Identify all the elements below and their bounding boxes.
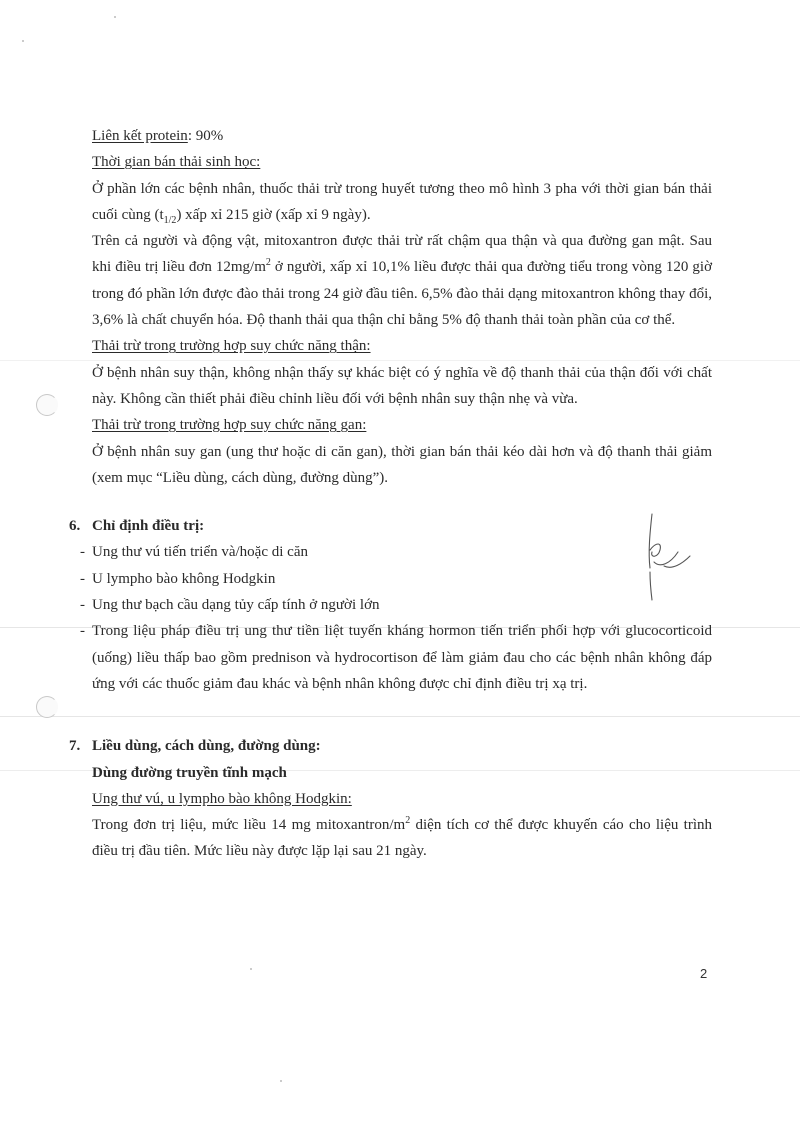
section-6-heading	[69, 513, 712, 539]
bullet-dash: -	[80, 623, 85, 640]
elimination-superscript: 2	[265, 257, 271, 269]
protein-binding	[92, 123, 712, 149]
dosing-text-a: Trong đơn trị liệu, mức liều 14 mg mitoxantron/m	[92, 817, 406, 834]
scan-speck	[114, 16, 116, 18]
bullet-dash: -	[80, 597, 85, 614]
section-spacer	[92, 697, 712, 711]
punch-hole	[36, 394, 58, 416]
indication-item	[80, 618, 712, 697]
punch-hole	[36, 696, 58, 718]
renal-paragraph: Ở bệnh nhân suy thận, không nhận thấy sự khác biệt có ý nghĩa về độ thanh thải của thận đối với chất này. Không cần thiết phải điều chỉnh liều đối với bệnh nhân suy thận nhẹ và vừa.	[92, 364, 712, 407]
section-7-title: Liều dùng, cách dùng, đường dùng:	[92, 738, 321, 755]
page-number: 2	[700, 966, 708, 981]
protein-value: : 90%	[187, 128, 224, 144]
indication-text: U lympho bào không Hodgkin	[92, 570, 276, 587]
scan-speck	[250, 968, 252, 970]
elimination-paragraph	[92, 228, 712, 333]
section-7-heading	[69, 733, 712, 759]
indication-text: Ung thư bạch cầu dạng tủy cấp tính ở người lớn	[92, 597, 380, 614]
dosing-superscript: 2	[405, 815, 411, 827]
hepatic-heading: Thải trừ trong trường hợp suy chức năng gan:	[92, 417, 367, 434]
dosing-paragraph	[92, 812, 712, 865]
bullet-dash: -	[80, 544, 85, 561]
halflife-text-b: ) xấp xỉ 215 giờ (xấp xỉ 9 ngày).	[176, 206, 371, 223]
scan-speck	[280, 1080, 282, 1082]
bullet-dash: -	[80, 570, 85, 587]
section-6-title: Chỉ định điều trị:	[92, 518, 205, 535]
indication-text: Trong liệu pháp điều trị ung thư tiền liệt tuyến kháng hormon tiến triển phối hợp với glucocorticoid (uống) liều thấp bao gồm prednison và hydrocortison để làm giảm đau cho các bệnh nhân không đáp ứng với các thuốc giảm đau khác và bệnh nhân không được chỉ định điều trị xạ trị.	[92, 623, 712, 692]
section-7-number: 7.	[69, 738, 81, 755]
hepatic-paragraph: Ở bệnh nhân suy gan (ung thư hoặc di căn gan), thời gian bán thải kéo dài hơn và độ thanh thải giảm (xem mục “Liều dùng, cách dùng, đường dùng”).	[92, 443, 712, 486]
dosing-text-b: diện tích cơ thể được khuyến cáo cho liệu trình điều trị đầu tiên. Mức liều này được lặp lại sau 21 ngày.	[92, 817, 712, 860]
elimination-text-a: Trên cả người và động vật, mitoxantron được thải trừ rất chậm qua thận và qua đường gan mật. Sau khi điều trị liều đơn 12mg/m	[92, 233, 712, 276]
document-body	[69, 123, 713, 865]
halflife-subscript: 1/2	[163, 214, 177, 226]
route-heading: Dùng đường truyền tĩnh mạch	[92, 764, 287, 781]
halflife-paragraph	[92, 176, 712, 229]
protein-label: Liên kết protein	[92, 128, 188, 144]
halflife-text-a: Ở phần lớn các bệnh nhân, thuốc thải trừ trong huyết tương theo mô hình 3 pha với thời gian bán thải cuối cùng (t	[92, 180, 712, 223]
elimination-text-b: ở người, xấp xỉ 10,1% liều được thải qua đường tiểu trong vòng 120 giờ trong đó phần lớn được đào thải trong 24 giờ đầu tiên. 6,5% đào thải dạng mitoxantron không thay đổi, 3,6% là chất chuyển hóa. Độ thanh thải qua thận chỉ bằng 5% độ thanh thải toàn phần của cơ thể.	[92, 259, 713, 329]
dosing-subheading: Ung thư vú, u lympho bào không Hodgkin:	[92, 790, 352, 807]
indication-text: Ung thư vú tiến triển và/hoặc di căn	[92, 544, 308, 561]
indication-item	[80, 592, 712, 618]
scan-speck	[22, 40, 24, 42]
halflife-heading: Thời gian bán thải sinh học:	[92, 154, 261, 171]
section-6-number: 6.	[69, 518, 81, 535]
indication-item	[80, 566, 712, 592]
indication-item	[80, 539, 712, 565]
renal-heading: Thải trừ trong trường hợp suy chức năng thận:	[92, 338, 371, 355]
